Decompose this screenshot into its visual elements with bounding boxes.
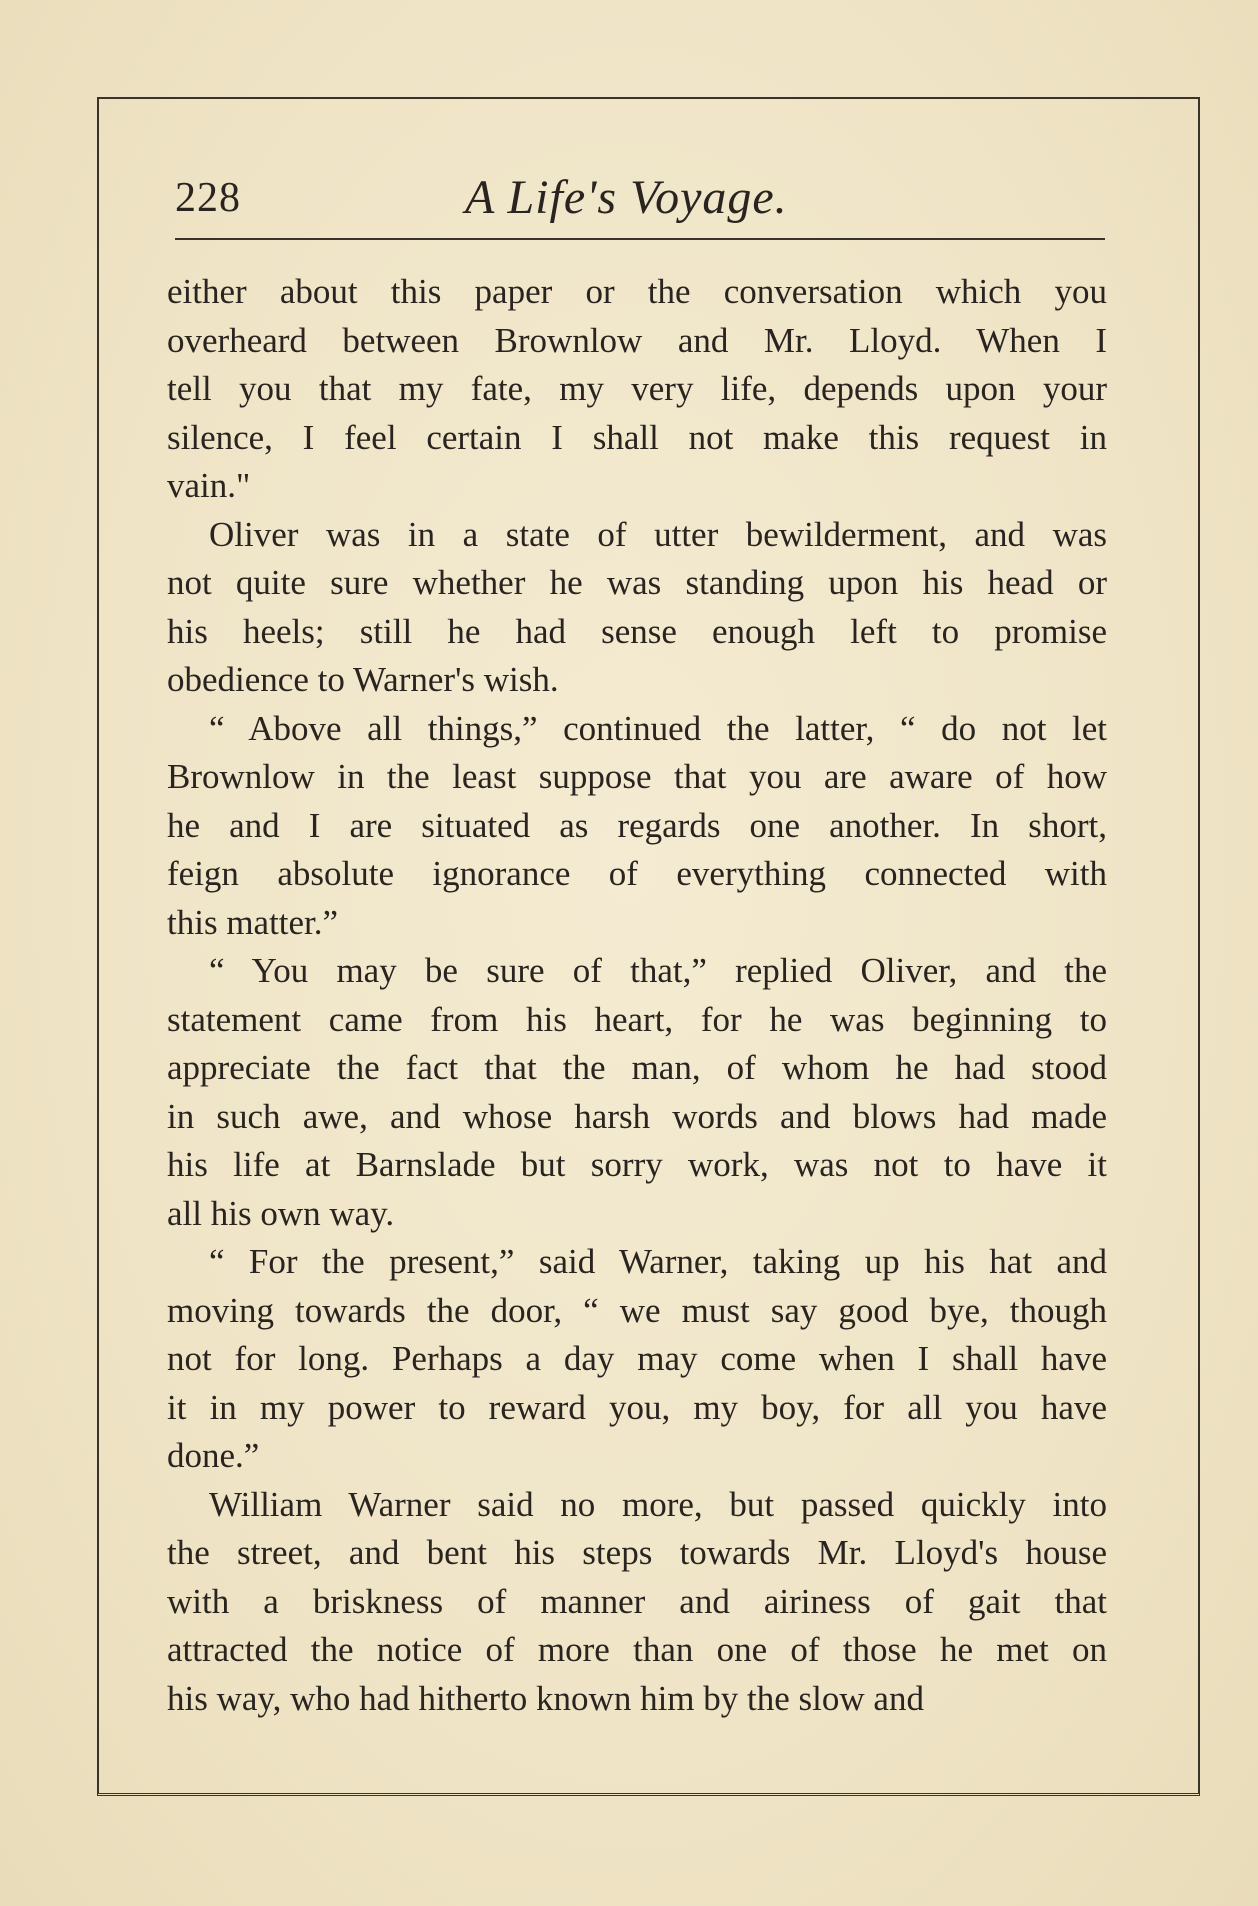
text-line: he and I are situated as regards one another. In short, xyxy=(167,805,1107,845)
body-text xyxy=(167,268,1107,1723)
text-line: done.” xyxy=(167,1436,260,1475)
text-line: either about this paper or the conversation which you xyxy=(167,272,1107,311)
text-line: Brownlow in the least suppose that you are aware of how xyxy=(167,757,1107,796)
text-line: the street, and bent his steps towards Mr. Lloyd's house xyxy=(167,1533,1107,1572)
text-line: silence, I feel certain I shall not make this request in xyxy=(167,417,1107,457)
text-line: tell you that my fate, my very life, depends upon your xyxy=(167,369,1107,408)
text-line: Oliver was in a state of utter bewilderment, and was xyxy=(209,514,1107,554)
text-line: feign absolute ignorance of everything connected with xyxy=(167,854,1107,893)
text-line: William Warner said no more, but passed quickly into xyxy=(209,1484,1107,1524)
text-line: all his own way. xyxy=(167,1193,395,1233)
text-line: “ You may be sure of that,” replied Oliver, and the xyxy=(209,951,1107,990)
page-header xyxy=(175,170,1110,240)
text-line: moving towards the door, “ we must say good bye, though xyxy=(167,1290,1107,1330)
text-line: vain." xyxy=(167,466,251,505)
paragraph xyxy=(167,1238,1107,1481)
text-line: “ For the present,” said Warner, taking up his hat and xyxy=(209,1242,1107,1281)
text-line: not for long. Perhaps a day may come when I shall have xyxy=(167,1339,1107,1378)
paragraph xyxy=(167,511,1107,705)
paragraph xyxy=(167,1481,1107,1724)
paragraph xyxy=(167,705,1107,948)
text-line: overheard between Brownlow and Mr. Lloyd. When I xyxy=(167,320,1107,360)
text-line: his life at Barnslade but sorry work, was not to have it xyxy=(167,1145,1107,1184)
page-number: 228 xyxy=(175,175,241,221)
text-line: “ Above all things,” continued the latter, “ do not let xyxy=(209,708,1107,748)
header-rule xyxy=(175,238,1105,240)
text-line: attracted the notice of more than one of those he met on xyxy=(167,1630,1107,1669)
text-line: not quite sure whether he was standing upon his head or xyxy=(167,563,1107,602)
text-line: in such awe, and whose harsh words and blows had made xyxy=(167,1096,1107,1136)
text-line: with a briskness of manner and airiness of gait that xyxy=(167,1581,1107,1621)
text-line: statement came from his heart, for he was beginning to xyxy=(167,999,1107,1039)
text-line: it in my power to reward you, my boy, for all you have xyxy=(167,1387,1107,1427)
text-line: obedience to Warner's wish. xyxy=(167,660,559,699)
text-line: appreciate the fact that the man, of whom he had stood xyxy=(167,1048,1107,1087)
paragraph xyxy=(167,268,1107,511)
paragraph xyxy=(167,947,1107,1238)
text-line: his heels; still he had sense enough left to promise xyxy=(167,611,1107,651)
text-line: his way, who had hitherto known him by the slow and xyxy=(167,1678,924,1718)
running-title: A Life's Voyage. xyxy=(465,171,788,224)
text-line: this matter.” xyxy=(167,902,339,942)
